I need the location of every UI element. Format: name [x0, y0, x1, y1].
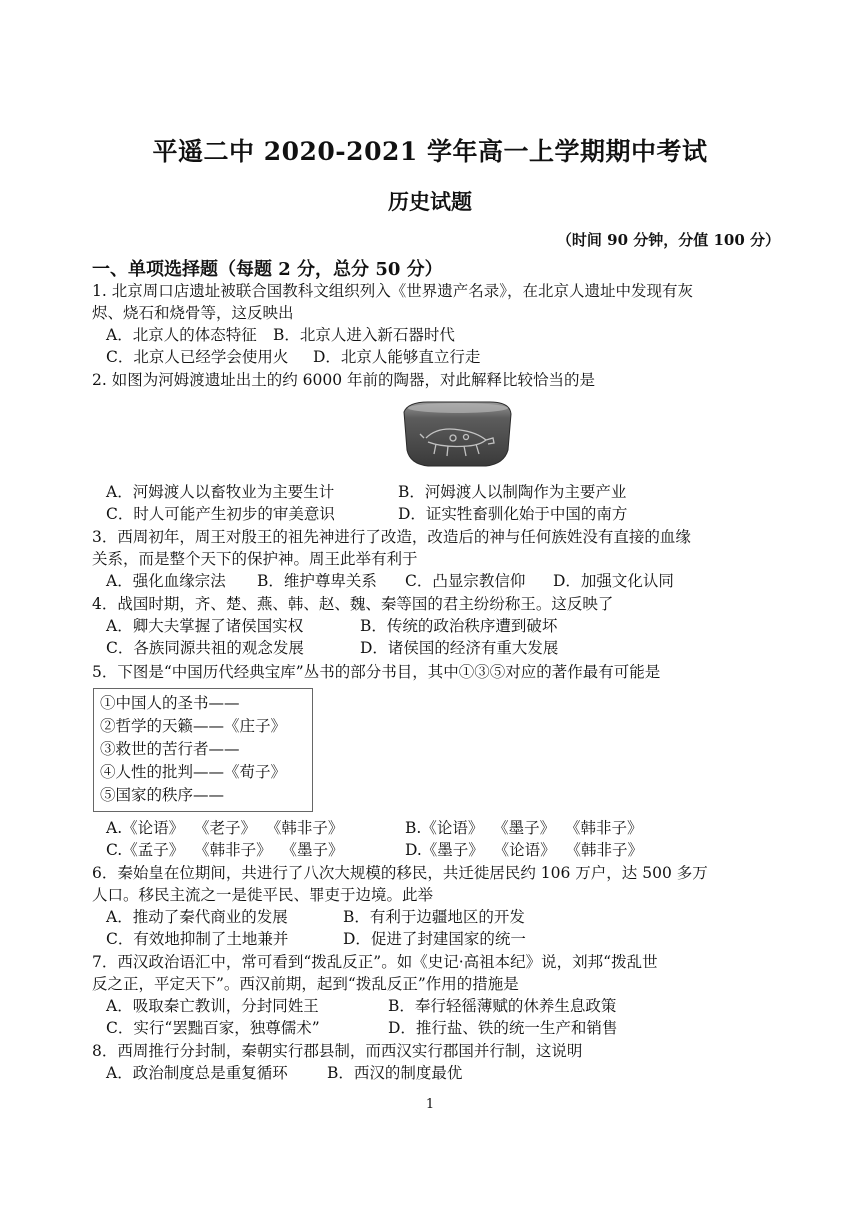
page-number: 1 — [425, 1097, 435, 1112]
q6-option-d: D．促进了封建国家的统一 — [343, 930, 526, 948]
exam-subtitle: 历史试题 — [388, 189, 472, 214]
book-list-item: ④人性的批判——《荀子》 — [100, 763, 287, 781]
q1-option-d: D．北京人能够直立行走 — [313, 348, 481, 366]
q6-option-b: B．有利于边疆地区的开发 — [343, 908, 525, 926]
q5-stem-line1: 5．下图是“中国历代经典宝库”丛书的部分书目，其中①③⑤对应的著作最有可能是 — [92, 663, 661, 681]
section-heading: 一、单项选择题（每题 2 分，总分 50 分） — [92, 259, 443, 280]
q4-option-b: B．传统的政治秩序遭到破坏 — [360, 617, 558, 635]
q3-option-b: B．维护尊卑关系 — [257, 572, 377, 590]
q5-option-c: C.《孟子》 《韩非子》 《墨子》 — [106, 841, 344, 859]
book-list-item: ②哲学的天籁——《庄子》 — [100, 717, 287, 735]
q4-stem-line1: 4．战国时期，齐、楚、燕、韩、赵、魏、秦等国的君主纷纷称王。这反映了 — [92, 595, 614, 613]
q7-stem-line2: 反之正，平定天下”。西汉前期，起到“拨乱反正”作用的措施是 — [92, 975, 519, 993]
q4-option-c: C．各族同源共祖的观念发展 — [106, 639, 304, 657]
book-list-box — [93, 688, 313, 812]
q7-option-d: D．推行盐、铁的统一生产和销售 — [388, 1019, 618, 1037]
q5-option-a: A.《论语》 《老子》 《韩非子》 — [106, 819, 344, 837]
q5-option-d: D.《墨子》 《论语》 《韩非子》 — [405, 841, 644, 859]
q3-option-a: A．强化血缘宗法 — [106, 572, 226, 590]
q1-option-b: B．北京人进入新石器时代 — [273, 326, 455, 344]
q6-stem-line1: 6．秦始皇在位期间，共进行了八次大规模的移民，共迁徙居民约 106 万户，达 500 多万 — [92, 864, 708, 882]
q7-option-b: B．奉行轻徭薄赋的休养生息政策 — [388, 997, 617, 1015]
book-list-item: ⑤国家的秩序—— — [100, 786, 225, 804]
time-info: （时间 90 分钟，分值 100 分） — [556, 231, 780, 249]
book-list-item: ①中国人的圣书—— — [100, 694, 240, 712]
q7-stem-line1: 7．西汉政治语汇中，常可看到“拨乱反正”。如《史记·高祖本纪》说，刘邦“拨乱世 — [92, 953, 658, 971]
q2-option-a: A．河姆渡人以畜牧业为主要生计 — [106, 483, 335, 501]
book-list-item: ③救世的苦行者—— — [100, 740, 240, 758]
q8-stem-line1: 8．西周推行分封制，秦朝实行郡县制，而西汉实行郡国并行制，这说明 — [92, 1042, 583, 1060]
q1-option-a: A．北京人的体态特征 — [106, 326, 257, 344]
q1-stem-line2: 烬、烧石和烧骨等，这反映出 — [92, 304, 294, 322]
q6-option-c: C．有效地抑制了土地兼并 — [106, 930, 289, 948]
q1-stem-line1: 1. 北京周口店遗址被联合国教科文组织列入《世界遗产名录》，在北京人遗址中发现有灰 — [92, 282, 693, 300]
q6-stem-line2: 人口。移民主流之一是徙平民、罪吏于边境。此举 — [92, 886, 434, 904]
exam-title: 平遥二中 2020-2021 学年高一上学期期中考试 — [152, 137, 708, 166]
q6-option-a: A．推动了秦代商业的发展 — [106, 908, 288, 926]
q2-option-c: C．时人可能产生初步的审美意识 — [106, 505, 335, 523]
q1-option-c: C．北京人已经学会使用火 — [106, 348, 289, 366]
q4-option-a: A．卿大夫掌握了诸侯国实权 — [106, 617, 304, 635]
q2-stem-line1: 2. 如图为河姆渡遗址出土的约 6000 年前的陶器，对此解释比较恰当的是 — [92, 371, 596, 389]
q7-option-a: A．吸取秦亡教训，分封同姓王 — [106, 997, 319, 1015]
q3-option-d: D．加强文化认同 — [553, 572, 674, 590]
q3-stem-line2: 关系，而是整个天下的保护神。周王此举有利于 — [92, 550, 418, 568]
q2-option-b: B．河姆渡人以制陶作为主要产业 — [398, 483, 627, 501]
q2-option-d: D．证实牲畜驯化始于中国的南方 — [398, 505, 628, 523]
pottery-figure — [398, 398, 516, 470]
q4-option-d: D．诸侯国的经济有重大发展 — [360, 639, 559, 657]
q3-stem-line1: 3．西周初年，周王对殷王的祖先神进行了改造，改造后的神与任何族姓没有直接的血缘 — [92, 528, 691, 546]
q3-option-c: C．凸显宗教信仰 — [405, 572, 526, 590]
q8-option-b: B．西汉的制度最优 — [327, 1064, 463, 1082]
q8-option-a: A．政治制度总是重复循环 — [106, 1064, 288, 1082]
q5-option-b: B.《论语》 《墨子》 《韩非子》 — [405, 819, 643, 837]
q7-option-c: C．实行“罢黜百家，独尊儒术” — [106, 1019, 320, 1037]
